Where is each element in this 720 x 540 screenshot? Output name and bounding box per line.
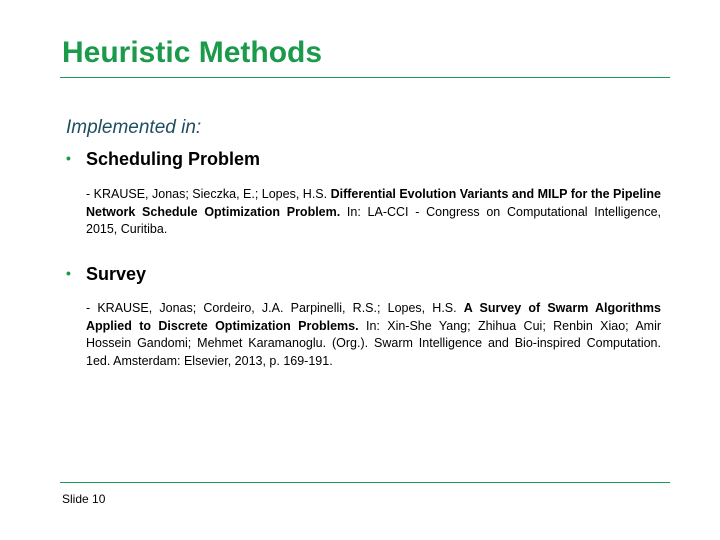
title-divider [60, 77, 670, 78]
slide-number: Slide 10 [62, 492, 106, 506]
reference-suffix: In: Xin-She Yang; Zhihua Cui; Renbin Xiao; Amir Hossein Gandomi; Mehmet Karamanoglu. (Org.). Swarm Intelligence and Bio-inspired Computation. 1ed. Amsterdam: Elsevier, 2013, p. 169-191. [86, 318, 662, 368]
reference-title: Differential Evolution Variants and MILP for the Pipeline Network Schedule Optimization Problem. [86, 187, 661, 219]
section-heading-scheduling [66, 149, 260, 170]
reference-survey [86, 300, 661, 370]
footer-divider [60, 482, 670, 483]
bullet-icon: • [66, 150, 71, 166]
reference-title: A Survey of Swarm Algorithms Applied to Discrete Optimization Problems. [86, 301, 661, 333]
section-heading-label: Scheduling Problem [86, 149, 261, 169]
reference-scheduling [86, 186, 661, 239]
bullet-icon: • [66, 265, 71, 281]
slide-title: Heuristic Methods [62, 36, 323, 69]
reference-prefix: - KRAUSE, Jonas; Sieczka, E.; Lopes, H.S. [86, 187, 331, 201]
section-heading-label: Survey [86, 264, 147, 284]
slide-subtitle: Implemented in: [66, 117, 202, 138]
reference-suffix: In: LA-CCI - Congress on Computational Intelligence, 2015, Curitiba. [86, 204, 661, 236]
section-heading-survey [66, 264, 146, 285]
reference-prefix: - KRAUSE, Jonas; Cordeiro, J.A. Parpinelli, R.S.; Lopes, H.S. [86, 301, 464, 315]
